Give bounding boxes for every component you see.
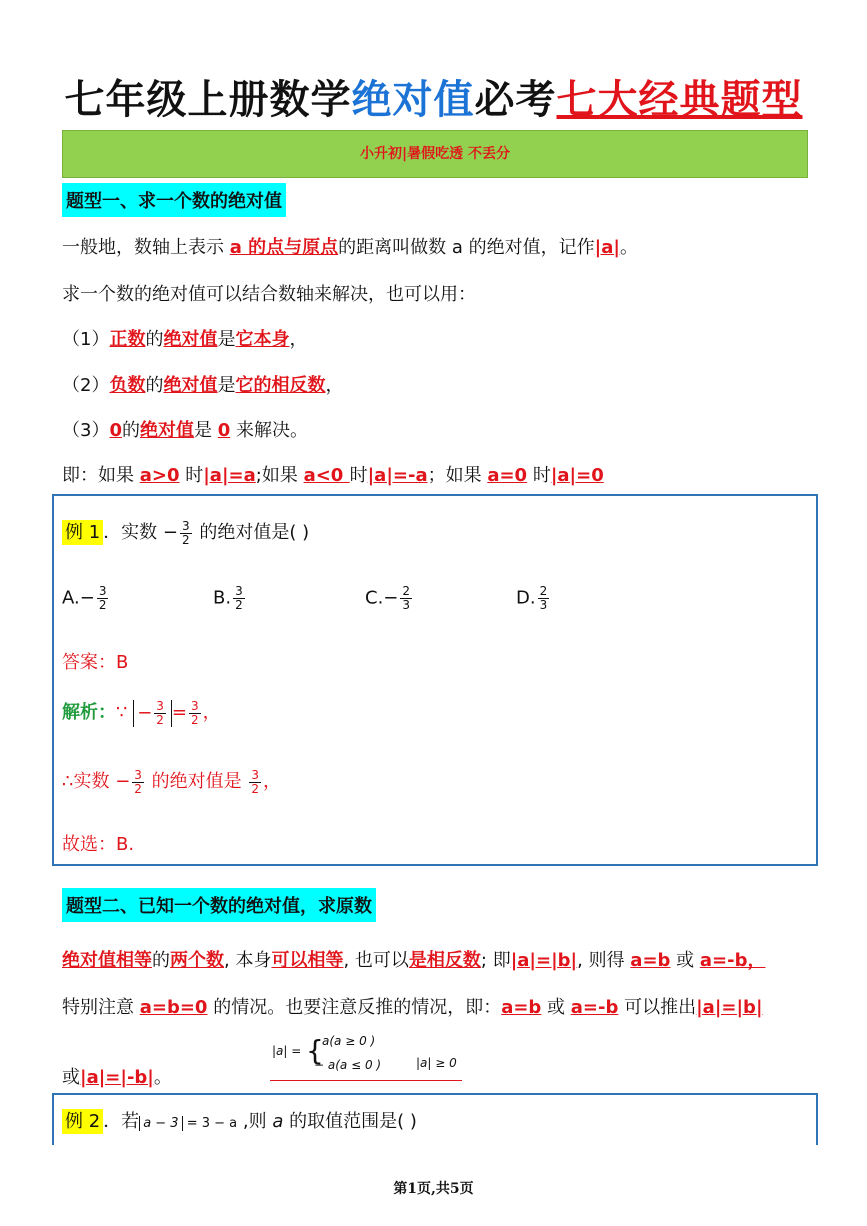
option-letter: D. — [516, 587, 536, 609]
keyword: 绝对值 — [163, 375, 218, 396]
numerator: 3 — [251, 767, 260, 782]
text: 。 — [619, 237, 638, 258]
text: 来解决。 — [230, 420, 308, 441]
text: ; 即 — [480, 950, 511, 971]
piecewise-formula — [270, 1030, 462, 1081]
keyword: |a|=-a — [367, 465, 428, 486]
denominator: 2 — [98, 598, 107, 612]
text: 或 — [62, 1067, 80, 1088]
text: 的 — [145, 329, 164, 350]
comma: ， — [263, 771, 282, 792]
option-letter: B. — [213, 587, 232, 609]
text: 的绝对值是 — [145, 771, 248, 792]
fraction — [233, 585, 245, 612]
example1-therefore — [62, 767, 281, 796]
minus-sign: − — [115, 771, 131, 792]
because-symbol: ∵ — [116, 702, 128, 723]
keyword: 它的相反数 — [235, 375, 326, 396]
keyword: 两个数 — [170, 950, 224, 971]
text: 的绝对值是( ) — [193, 522, 310, 543]
text: = 3 − a — [182, 1116, 238, 1131]
keyword: a<0 — [303, 465, 350, 486]
option-c[interactable] — [365, 585, 414, 612]
text: ， — [325, 375, 344, 396]
denominator: 2 — [251, 781, 260, 796]
denominator: 2 — [156, 712, 164, 727]
keyword: a=b=0 — [139, 997, 208, 1018]
keyword: 绝对值 — [163, 329, 218, 350]
rule-1 — [62, 325, 307, 351]
fraction — [154, 700, 166, 727]
method-line: 求一个数的绝对值可以结合数轴来解决，也可以用： — [62, 284, 476, 305]
fraction — [400, 585, 412, 612]
text: 时 — [179, 465, 204, 486]
section2-line3 — [62, 1063, 172, 1089]
section2-heading: 题型二、已知一个数的绝对值，求原数 — [62, 888, 376, 922]
numerator: 3 — [134, 767, 142, 782]
text: （3） — [62, 420, 110, 441]
text: 特别注意 — [62, 997, 140, 1018]
denominator: 2 — [182, 532, 190, 547]
option-sign: − — [383, 587, 399, 609]
page-footer: 第1页,共5页 — [393, 1181, 474, 1197]
keyword: 绝对值相等 — [62, 950, 152, 971]
text: 的 — [121, 420, 140, 441]
rule-2 — [62, 371, 343, 397]
keyword: |a|=a — [203, 465, 256, 486]
text: ∴实数 — [62, 771, 116, 792]
keyword: a=-b — [570, 997, 619, 1018]
text: 的 — [152, 950, 170, 971]
text: 可以推出 — [618, 997, 697, 1018]
text: 的 — [145, 375, 164, 396]
keyword: a=b — [501, 997, 542, 1018]
option-b[interactable] — [213, 585, 247, 612]
minus-sign: − — [162, 522, 179, 543]
text: , 则得 — [577, 950, 631, 971]
title-part3: 必考 — [474, 77, 557, 123]
keyword: |a|=|b| — [696, 997, 763, 1018]
text: 一般地，数轴上表示 — [62, 237, 230, 258]
text: ;如果 — [255, 465, 304, 486]
keyword: a=-b， — [699, 950, 766, 971]
keyword: |a|=0 — [550, 465, 604, 486]
fraction — [97, 585, 109, 612]
text: ， — [289, 329, 308, 350]
denominator: 3 — [402, 598, 411, 612]
example1-box — [52, 494, 818, 866]
piecewise-lhs: |a| = — [272, 1044, 302, 1058]
keyword: 负数 — [109, 375, 146, 396]
text: 是 — [217, 375, 236, 396]
page-title — [0, 68, 867, 125]
section1-heading: 题型一、求一个数的绝对值 — [62, 183, 286, 217]
text: 是 — [193, 420, 218, 441]
text: , 也可以 — [343, 950, 409, 971]
example2-question — [62, 1107, 417, 1133]
keyword: a 的点与原点 — [229, 237, 339, 258]
example1-choice: 故选：B. — [62, 834, 135, 855]
text: 是 — [217, 329, 236, 350]
keyword: |a|=|-b| — [80, 1067, 154, 1088]
absolute-value: a − 3 — [139, 1116, 182, 1131]
text: 或 — [670, 950, 700, 971]
keyword: a=b — [630, 950, 671, 971]
summary-line — [62, 461, 604, 487]
text: 的情况。也要注意反推的情况，即： — [207, 997, 502, 1018]
keyword: 是相反数 — [408, 950, 481, 971]
definition-line — [62, 233, 638, 259]
text: ；如果 — [427, 465, 488, 486]
example2-label: 例 2 — [62, 1109, 103, 1134]
section2-line2 — [62, 993, 763, 1019]
comma: ， — [202, 702, 221, 723]
piecewise-bottom: − a(a ≤ 0 ) — [314, 1058, 382, 1072]
text: 。 — [153, 1067, 172, 1088]
text: 的取值范围是( ) — [283, 1111, 417, 1132]
title-part1: 七年级上册数学 — [64, 77, 352, 123]
numerator: 3 — [235, 584, 243, 598]
fraction — [189, 700, 201, 727]
numerator: 2 — [539, 584, 548, 598]
keyword: 正数 — [109, 329, 146, 350]
text: 时 — [527, 465, 551, 486]
option-letter: A. — [62, 587, 80, 609]
example1-answer: 答案：B — [62, 652, 129, 673]
option-a[interactable] — [62, 585, 110, 612]
option-sign: − — [79, 587, 95, 609]
text: 的距离叫做数 a 的绝对值，记作 — [338, 237, 595, 258]
section2-line1 — [62, 946, 765, 972]
fraction — [249, 769, 261, 796]
numerator: 3 — [182, 518, 190, 533]
numerator: 3 — [156, 698, 164, 713]
text: 即：如果 — [62, 465, 140, 486]
example1-analysis — [62, 698, 221, 727]
keyword: |a|=|b| — [510, 950, 578, 971]
option-d[interactable] — [516, 585, 551, 612]
denominator: 2 — [134, 781, 142, 796]
text: ．实数 — [103, 522, 163, 543]
keyword: 可以相等 — [271, 950, 344, 971]
piecewise-right: |a| ≥ 0 — [416, 1056, 457, 1070]
numerator: 3 — [191, 698, 199, 713]
keyword: 0 — [109, 420, 122, 441]
numerator: 2 — [402, 584, 411, 598]
equals-sign: = — [171, 702, 188, 723]
brace: { — [306, 1034, 324, 1067]
keyword: a>0 — [139, 465, 180, 486]
keyword: 0 — [217, 420, 231, 441]
numerator: 3 — [98, 584, 107, 598]
fraction — [180, 520, 192, 547]
fraction — [132, 769, 144, 796]
example1-label: 例 1 — [62, 520, 103, 545]
keyword: 它本身 — [235, 329, 290, 350]
denominator: 2 — [235, 598, 243, 612]
option-letter: C. — [365, 587, 384, 609]
text: 或 — [541, 997, 571, 1018]
analysis-label: 解析： — [62, 702, 116, 723]
title-part2: 绝对值 — [351, 77, 475, 123]
text: 时 — [349, 465, 368, 486]
minus-sign: − — [137, 702, 153, 723]
keyword: a=0 — [487, 465, 528, 486]
variable: a — [272, 1111, 284, 1132]
banner: 小升初|暑假吃透 不丢分 — [62, 130, 808, 178]
text: ．若 — [103, 1111, 140, 1132]
keyword: 绝对值 — [139, 420, 194, 441]
example1-question — [62, 518, 309, 547]
text: , 本身 — [224, 950, 272, 971]
fraction — [538, 585, 550, 612]
text: （1） — [62, 329, 110, 350]
text: （2） — [62, 375, 110, 396]
piecewise-top: a(a ≥ 0 ) — [322, 1034, 376, 1048]
text: ,则 — [237, 1111, 273, 1132]
rule-3 — [62, 416, 308, 442]
denominator: 2 — [191, 712, 199, 727]
keyword: |a| — [594, 237, 620, 258]
denominator: 3 — [539, 598, 548, 612]
title-part4: 七大经典题型 — [556, 77, 803, 123]
absolute-value — [133, 700, 172, 727]
